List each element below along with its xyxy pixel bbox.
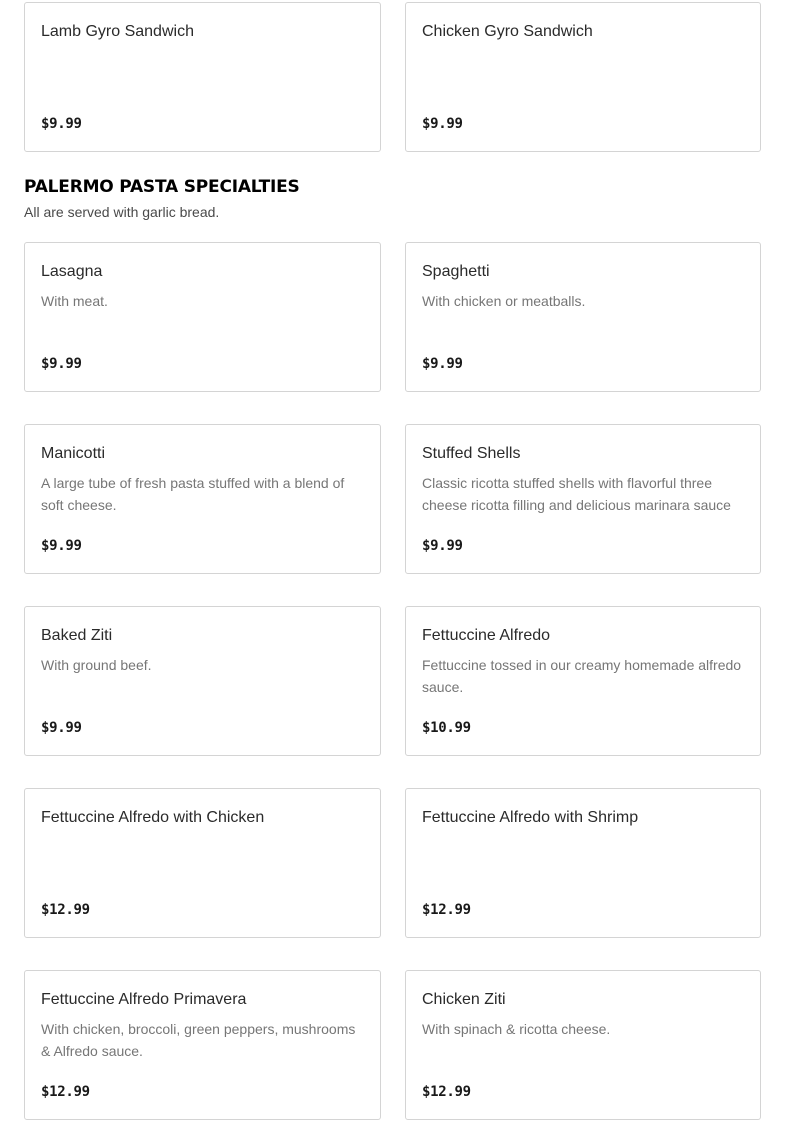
item-name: Lamb Gyro Sandwich: [41, 23, 194, 40]
item-price: $9.99: [422, 356, 463, 372]
section-header: [24, 176, 761, 221]
item-description: A large tube of fresh pasta stuffed with a blend of soft cheese.: [41, 475, 345, 513]
item-price: $12.99: [422, 1084, 471, 1100]
menu-item-card[interactable]: [405, 242, 761, 392]
item-price: $9.99: [422, 538, 463, 554]
menu-item-card[interactable]: [405, 2, 761, 152]
item-name: Baked Ziti: [41, 627, 113, 644]
item-price: $9.99: [41, 356, 82, 372]
menu-item-card[interactable]: [405, 424, 761, 574]
item-price: $9.99: [41, 538, 82, 554]
menu-item-card[interactable]: [405, 970, 761, 1120]
item-name: Manicotti: [41, 445, 106, 462]
item-price: $12.99: [41, 902, 90, 918]
item-description: With meat.: [41, 293, 108, 309]
item-description: With spinach & ricotta cheese.: [422, 1021, 611, 1037]
item-name: Fettuccine Alfredo Primavera: [41, 991, 247, 1008]
item-description: With chicken or meatballs.: [422, 293, 586, 309]
pasta-grid: [24, 242, 761, 1120]
menu-item-card[interactable]: [24, 606, 381, 756]
item-price: $9.99: [41, 720, 82, 736]
item-price: $9.99: [422, 116, 463, 132]
item-description: With chicken, broccoli, green peppers, mushrooms & Alfredo sauce.: [41, 1021, 356, 1059]
item-price: $9.99: [41, 116, 82, 132]
item-name: Lasagna: [41, 263, 103, 280]
item-name: Chicken Ziti: [422, 991, 506, 1008]
item-name: Fettuccine Alfredo with Shrimp: [422, 809, 639, 826]
menu-item-card[interactable]: [24, 242, 381, 392]
section-subtitle: All are served with garlic bread.: [24, 204, 220, 220]
section-title: PALERMO PASTA SPECIALTIES: [24, 177, 300, 197]
menu-item-card[interactable]: [405, 788, 761, 938]
menu-item-card[interactable]: [405, 606, 761, 756]
item-description: Fettuccine tossed in our creamy homemade alfredo sauce.: [422, 657, 742, 695]
item-price: $10.99: [422, 720, 471, 736]
menu-item-card[interactable]: [24, 788, 381, 938]
menu-item-card[interactable]: [24, 2, 381, 152]
item-name: Stuffed Shells: [422, 445, 521, 462]
menu-item-card[interactable]: [24, 424, 381, 574]
item-description: With ground beef.: [41, 657, 152, 673]
item-name: Chicken Gyro Sandwich: [422, 23, 593, 40]
item-name: Fettuccine Alfredo: [422, 627, 551, 644]
item-name: Spaghetti: [422, 263, 490, 280]
item-description: Classic ricotta stuffed shells with flavorful three cheese ricotta filling and delicious marinara sauce: [422, 475, 731, 513]
item-price: $12.99: [41, 1084, 90, 1100]
sandwich-grid: [24, 2, 761, 152]
menu-item-card[interactable]: [24, 970, 381, 1120]
item-name: Fettuccine Alfredo with Chicken: [41, 809, 265, 826]
item-price: $12.99: [422, 902, 471, 918]
